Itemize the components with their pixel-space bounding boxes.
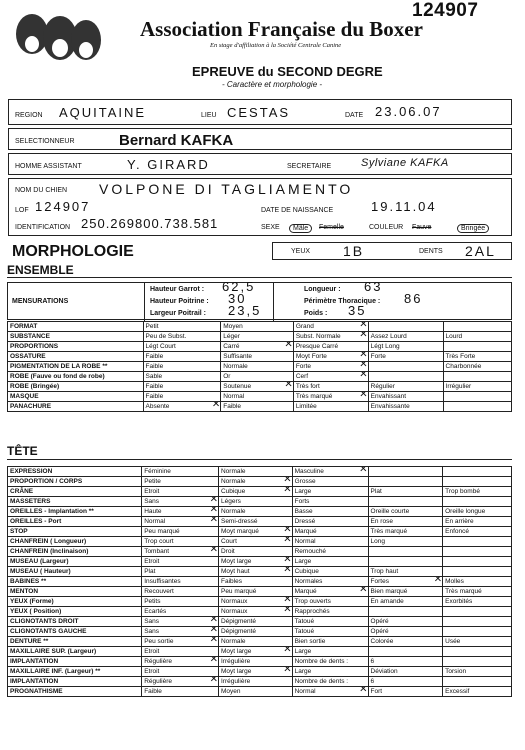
mensurations-label: MENSURATIONS [12, 298, 69, 305]
option-cell[interactable] [443, 392, 511, 402]
perimetre-label: Périmètre Thoracique : [304, 298, 381, 305]
option-cell[interactable]: Normale [221, 362, 294, 372]
row-label: YEUX (Forme) [8, 597, 142, 607]
option-cell[interactable]: Tatoué [292, 627, 368, 637]
option-cell[interactable]: Plat [368, 487, 443, 497]
option-cell[interactable]: Peu marqué [142, 527, 219, 537]
row-label: OSSATURE [8, 352, 144, 362]
table-row [8, 577, 512, 587]
table-row [8, 507, 512, 517]
option-cell[interactable]: Normal [292, 537, 368, 547]
row-label: YEUX ( Position) [8, 607, 142, 617]
row-label: FORMAT [8, 322, 144, 332]
option-cell[interactable]: Fort [368, 687, 443, 697]
option-cell[interactable]: Normal ✕ [142, 517, 219, 527]
option-cell[interactable]: Normaux ✕ [218, 597, 292, 607]
row-label: PIGMENTATION DE LA ROBE ** [8, 362, 144, 372]
option-cell[interactable]: Trop court [142, 537, 219, 547]
table-row [8, 332, 512, 342]
ensemble-rule [7, 277, 512, 278]
option-cell[interactable] [443, 477, 512, 487]
hauteur-poitrine-value[interactable]: 30 [228, 291, 247, 306]
option-cell[interactable]: Dépigmenté [218, 617, 292, 627]
option-cell[interactable]: Cubique ✕ [218, 487, 292, 497]
table-row [8, 342, 512, 352]
table-row [8, 362, 512, 372]
option-cell[interactable] [443, 617, 512, 627]
couleur-bringee-option[interactable]: Bringée [457, 224, 489, 233]
option-cell[interactable]: Molles [443, 577, 512, 587]
row-label: CLIGNOTANTS DROIT [8, 617, 142, 627]
lof-value[interactable]: 124907 [35, 199, 91, 214]
option-cell[interactable]: Moyen [218, 687, 292, 697]
table-row [8, 607, 512, 617]
identification-value[interactable]: 250.269800.738.581 [81, 216, 219, 231]
row-label: CHANFREIN (Inclinaison) [8, 547, 142, 557]
option-cell[interactable]: Légt Long [368, 342, 443, 352]
option-cell[interactable] [368, 497, 443, 507]
row-label: MASQUE [8, 392, 144, 402]
option-cell[interactable]: Normale [218, 467, 292, 477]
option-cell[interactable]: Masculine ✕ [292, 467, 368, 477]
option-cell[interactable]: Faibles [218, 577, 292, 587]
option-cell[interactable]: Petite [142, 477, 219, 487]
option-cell[interactable] [368, 557, 443, 567]
option-cell[interactable]: 6 [368, 677, 443, 687]
boxer-logo [8, 10, 104, 76]
dents-value[interactable]: 2AL [465, 243, 496, 259]
option-cell[interactable]: Forts [292, 497, 368, 507]
option-cell[interactable]: Moyt haut ✕ [218, 567, 292, 577]
row-label: MAXILLAIRE INF. (Largeur) ** [8, 667, 142, 677]
option-cell[interactable]: Normales [292, 577, 368, 587]
table-row [8, 467, 512, 477]
table-row [8, 557, 512, 567]
option-cell[interactable]: Légers [218, 497, 292, 507]
option-cell[interactable]: Féminine [142, 467, 219, 477]
table-row [8, 477, 512, 487]
option-cell[interactable]: Normale [218, 637, 292, 647]
option-cell[interactable]: Haute ✕ [142, 507, 219, 517]
option-cell[interactable]: Or [221, 372, 294, 382]
option-cell[interactable] [443, 537, 512, 547]
option-cell[interactable]: Plat [142, 567, 219, 577]
row-label: PROGNATHISME [8, 687, 142, 697]
table-row [8, 487, 512, 497]
row-label: IMPLANTATION [8, 657, 142, 667]
row-label: OREILLES - Implantation ** [8, 507, 142, 517]
date-label: DATE [345, 112, 364, 119]
table-row [8, 677, 512, 687]
table-row [8, 392, 512, 402]
table-row [8, 547, 512, 557]
option-cell[interactable]: Ecartés [142, 607, 219, 617]
option-cell[interactable]: Moyt Forte ✕ [293, 352, 368, 362]
option-cell[interactable]: Etroit [142, 667, 219, 677]
option-cell[interactable] [368, 607, 443, 617]
option-cell[interactable]: Déviation [368, 667, 443, 677]
option-cell[interactable] [443, 657, 512, 667]
option-cell[interactable]: Faible [143, 352, 221, 362]
option-cell[interactable]: Irrégulier [443, 382, 511, 392]
option-cell[interactable]: Fortes ✕ [368, 577, 443, 587]
option-cell[interactable]: Opéré [368, 627, 443, 637]
option-cell[interactable] [443, 547, 512, 557]
naissance-value[interactable]: 19.11.04 [371, 199, 437, 214]
option-cell[interactable]: Faible [143, 382, 221, 392]
option-cell[interactable]: Sans ✕ [142, 497, 219, 507]
option-cell[interactable] [368, 547, 443, 557]
homme-assistant-value[interactable]: Y. GIRARD [127, 157, 210, 172]
option-cell[interactable]: Cerf ✕ [293, 372, 368, 382]
table-row [8, 372, 512, 382]
homme-assistant-label: HOMME ASSISTANT [15, 163, 82, 170]
option-cell[interactable]: Bien marqué [368, 587, 443, 597]
option-cell[interactable] [368, 477, 443, 487]
document-number: 124907 [412, 0, 479, 21]
option-cell[interactable]: Normale ✕ [218, 477, 292, 487]
option-cell[interactable] [443, 497, 512, 507]
option-cell[interactable]: Légt Court [143, 342, 221, 352]
row-label: MAXILLAIRE SUP. (Largeur) [8, 647, 142, 657]
row-label: PROPORTIONS [8, 342, 144, 352]
option-cell[interactable]: Court ✕ [218, 537, 292, 547]
row-label: SUBSTANCE [8, 332, 144, 342]
tete-rule [7, 459, 512, 460]
option-cell[interactable]: Charbonnée [443, 362, 511, 372]
table-row [8, 352, 512, 362]
option-cell[interactable]: Nombre de dents : [292, 657, 368, 667]
row-label: BABINES ** [8, 577, 142, 587]
option-cell[interactable]: Oreille courte [368, 507, 443, 517]
option-cell[interactable]: Recouvert [142, 587, 219, 597]
option-cell[interactable]: Tombant ✕ [142, 547, 219, 557]
option-cell[interactable]: Normaux ✕ [218, 607, 292, 617]
option-cell[interactable]: Cubique [292, 567, 368, 577]
option-cell[interactable]: Nombre de dents : [292, 677, 368, 687]
option-cell[interactable]: Trop ouverts [292, 597, 368, 607]
option-cell[interactable] [368, 362, 443, 372]
hauteur-garrot-value[interactable]: 62,5 [222, 279, 256, 294]
table-row [8, 517, 512, 527]
table-row [8, 497, 512, 507]
table-row [8, 322, 512, 332]
option-cell[interactable]: Long [368, 537, 443, 547]
table-row [8, 647, 512, 657]
option-cell[interactable]: Grosse [292, 477, 368, 487]
poids-value[interactable]: 35 [348, 303, 367, 318]
table-row [8, 667, 512, 677]
region-value[interactable]: AQUITAINE [59, 105, 147, 120]
selectionneur-stamp[interactable]: Bernard KAFKA [119, 132, 234, 149]
option-cell[interactable]: Etroit [142, 557, 219, 567]
option-cell[interactable]: Absente ✕ [143, 402, 221, 412]
option-cell[interactable]: Lourd [443, 332, 511, 342]
option-cell[interactable]: Carré ✕ [221, 342, 294, 352]
option-cell[interactable]: Insuffisantes [142, 577, 219, 587]
option-cell[interactable]: Tatoué [292, 617, 368, 627]
row-label: MUSEAU (Largeur) [8, 557, 142, 567]
option-cell[interactable]: Large [292, 487, 368, 497]
assistant-box [8, 153, 512, 175]
yeux-value[interactable]: 1B [343, 243, 365, 259]
row-label: CRÂNE [8, 487, 142, 497]
option-cell[interactable]: En rose [368, 517, 443, 527]
option-cell[interactable]: Suffisante [221, 352, 294, 362]
option-cell[interactable] [443, 467, 512, 477]
option-cell[interactable]: Large [292, 557, 368, 567]
option-cell[interactable] [443, 627, 512, 637]
option-cell[interactable] [368, 372, 443, 382]
option-cell[interactable]: Limitée [293, 402, 368, 412]
option-cell[interactable]: Envahissant [368, 392, 443, 402]
option-cell[interactable]: Bien sortie [292, 637, 368, 647]
association-title: Association Française du Boxer [140, 17, 423, 41]
option-cell[interactable]: Faible [142, 687, 219, 697]
secretaire-value[interactable]: Sylviane KAFKA [361, 157, 449, 169]
option-cell[interactable] [443, 322, 511, 332]
table-row [8, 627, 512, 637]
date-value[interactable]: 23.06.07 [375, 104, 442, 119]
option-cell[interactable]: Grand ✕ [293, 322, 368, 332]
option-cell[interactable] [443, 647, 512, 657]
hauteur-garrot-label: Hauteur Garrot : [150, 286, 205, 293]
option-cell[interactable]: Peu sortie ✕ [142, 637, 219, 647]
option-cell[interactable]: Faible [143, 392, 221, 402]
region-label: REGION [15, 112, 43, 119]
option-cell[interactable]: Large [292, 667, 368, 677]
option-cell[interactable]: Enfoncé [443, 527, 512, 537]
option-cell[interactable]: Subst. Normale ✕ [293, 332, 368, 342]
option-cell[interactable]: En arrière [443, 517, 512, 527]
option-cell[interactable]: Très Forte [443, 352, 511, 362]
option-cell[interactable] [443, 567, 512, 577]
option-cell[interactable]: Soutenue ✕ [221, 382, 294, 392]
option-cell[interactable]: Très marqué [368, 527, 443, 537]
option-cell[interactable]: Irrégulière [218, 657, 292, 667]
perimetre-value[interactable]: 86 [404, 291, 423, 306]
option-cell[interactable]: Moyt large ✕ [218, 647, 292, 657]
dog-box [8, 178, 512, 236]
option-cell[interactable]: Normal ✕ [292, 687, 368, 697]
option-cell[interactable]: Faible [143, 362, 221, 372]
option-cell[interactable]: Presque Carré [293, 342, 368, 352]
row-label: CHANFREIN ( Longueur) [8, 537, 142, 547]
option-cell[interactable]: Dépigmenté [218, 627, 292, 637]
option-cell[interactable]: Moyen [221, 322, 294, 332]
option-cell[interactable] [443, 677, 512, 687]
option-cell[interactable]: Opéré [368, 617, 443, 627]
option-cell[interactable]: Très marqué [443, 587, 512, 597]
row-label: MENTON [8, 587, 142, 597]
couleur-fauve-option[interactable]: Fauve [412, 224, 432, 231]
ensemble-title: ENSEMBLE [7, 263, 74, 277]
option-cell[interactable]: Marqué [292, 527, 368, 537]
row-label: ROBE (Bringée) [8, 382, 144, 392]
table-row [8, 657, 512, 667]
option-cell[interactable]: Peu de Subst. [143, 332, 221, 342]
option-cell[interactable]: Colorée [368, 637, 443, 647]
largeur-poitrail-label: Largeur Poitrail : [150, 310, 207, 317]
table-row [8, 567, 512, 577]
option-cell[interactable]: Large [292, 647, 368, 657]
yeux-dents-box [272, 242, 512, 260]
table-row [8, 527, 512, 537]
option-cell[interactable]: Remouché [292, 547, 368, 557]
tete-table [7, 466, 512, 697]
option-cell[interactable]: Exorbités [443, 597, 512, 607]
exam-title: EPREUVE du SECOND DEGRE [192, 64, 383, 79]
option-cell[interactable] [443, 557, 512, 567]
option-cell[interactable]: Envahissante [368, 402, 443, 412]
option-cell[interactable]: Petit [143, 322, 221, 332]
option-cell[interactable]: Moyt large ✕ [218, 667, 292, 677]
tete-title: TÊTE [7, 444, 38, 458]
row-label: OREILLES - Port [8, 517, 142, 527]
option-cell[interactable]: Régulière ✕ [142, 657, 219, 667]
option-cell[interactable]: Moyt marqué ✕ [218, 527, 292, 537]
nom-chien-label: NOM DU CHIEN [15, 187, 68, 194]
option-cell[interactable]: Forte ✕ [293, 362, 368, 372]
option-cell[interactable]: Régulier [368, 382, 443, 392]
poids-label: Poids : [304, 310, 328, 317]
option-cell[interactable]: Etroit [142, 647, 219, 657]
option-cell[interactable]: Forte [368, 352, 443, 362]
option-cell[interactable]: Trop bombé [443, 487, 512, 497]
option-cell[interactable]: Droit [218, 547, 292, 557]
option-cell[interactable] [443, 607, 512, 617]
exam-subtitle: - Caractère et morphologie - [222, 80, 323, 89]
row-label: ROBE (Fauve ou fond de robe) [8, 372, 144, 382]
option-cell[interactable]: Normal [221, 392, 294, 402]
row-label: CLIGNOTANTS GAUCHE [8, 627, 142, 637]
association-subtitle: En stage d'affiliation à la Société Centrale Canine [210, 42, 342, 49]
dents-label: DENTS [419, 248, 443, 255]
option-cell[interactable]: Peu marqué [218, 587, 292, 597]
naissance-label: DATE DE NAISSANCE [261, 207, 334, 214]
ensemble-table [7, 321, 512, 412]
region-box [8, 99, 512, 125]
option-cell[interactable] [443, 342, 511, 352]
table-row [8, 587, 512, 597]
table-row [8, 382, 512, 392]
table-row [8, 687, 512, 697]
option-cell[interactable]: Trop haut [368, 567, 443, 577]
option-cell[interactable]: Semi-dressé [218, 517, 292, 527]
longueur-label: Longueur : [304, 286, 341, 293]
hauteur-poitrine-label: Hauteur Poitrine : [150, 298, 209, 305]
sexe-label: SEXE [261, 224, 280, 231]
row-label: PANACHURE [8, 402, 144, 412]
option-cell[interactable] [368, 322, 443, 332]
row-label: MASSETERS [8, 497, 142, 507]
row-label: EXPRESSION [8, 467, 142, 477]
option-cell[interactable]: Sable [143, 372, 221, 382]
morphologie-title: MORPHOLOGIE [12, 243, 134, 260]
sexe-male-option[interactable]: Mâle [289, 224, 312, 233]
option-cell[interactable]: Usée [443, 637, 512, 647]
table-row [8, 617, 512, 627]
option-cell[interactable]: Sans ✕ [142, 627, 219, 637]
option-cell[interactable]: Irrégulière [218, 677, 292, 687]
option-cell[interactable]: Moyt large ✕ [218, 557, 292, 567]
option-cell[interactable] [368, 467, 443, 477]
option-cell[interactable]: En amande [368, 597, 443, 607]
table-row [8, 597, 512, 607]
table-row [8, 402, 512, 412]
row-label: IMPLANTATION [8, 677, 142, 687]
table-row [8, 637, 512, 647]
lieu-value[interactable]: CESTAS [227, 105, 291, 120]
selectionneur-label: SELECTIONNEUR [15, 138, 75, 145]
option-cell[interactable]: Sans ✕ [142, 617, 219, 627]
largeur-poitrail-value[interactable]: 23,5 [228, 303, 262, 318]
option-cell[interactable]: Régulière ✕ [142, 677, 219, 687]
option-cell[interactable] [368, 647, 443, 657]
option-cell[interactable]: Torsion [443, 667, 512, 677]
table-row [8, 537, 512, 547]
lieu-label: LIEU [201, 112, 217, 119]
lof-label: LOF [15, 207, 29, 214]
longueur-value[interactable]: 63 [364, 279, 383, 294]
option-cell[interactable]: Assez Lourd [368, 332, 443, 342]
option-cell[interactable]: Rapprochés [292, 607, 368, 617]
sexe-female-option[interactable]: Femelle [319, 224, 344, 231]
option-cell[interactable]: Marqué ✕ [292, 587, 368, 597]
option-cell[interactable]: Excessif [443, 687, 512, 697]
nom-chien-value[interactable]: VOLPONE DI TAGLIAMENTO [99, 181, 354, 197]
option-cell[interactable]: Petits [142, 597, 219, 607]
option-cell[interactable]: Oreille longue [443, 507, 512, 517]
option-cell[interactable] [443, 372, 511, 382]
couleur-label: COULEUR [369, 224, 404, 231]
row-label: MUSEAU ( Hauteur) [8, 567, 142, 577]
row-label: STOP [8, 527, 142, 537]
option-cell[interactable]: Etroit [142, 487, 219, 497]
option-cell[interactable]: 6 [368, 657, 443, 667]
selectionneur-box [8, 128, 512, 150]
option-cell[interactable] [443, 402, 511, 412]
yeux-label: YEUX [291, 248, 311, 255]
option-cell[interactable]: Léger [221, 332, 294, 342]
mensurations-box [7, 279, 512, 320]
row-label: DENTURE ** [8, 637, 142, 647]
secretaire-label: SECRETAIRE [287, 163, 332, 170]
row-label: PROPORTION / CORPS [8, 477, 142, 487]
identification-label: IDENTIFICATION [15, 224, 71, 231]
option-cell[interactable]: Normale [218, 507, 292, 517]
option-cell[interactable]: Très fort [293, 382, 368, 392]
option-cell[interactable]: Dressé [292, 517, 368, 527]
option-cell[interactable]: Faible [221, 402, 294, 412]
option-cell[interactable]: Basse [292, 507, 368, 517]
option-cell[interactable]: Très marqué ✕ [293, 392, 368, 402]
